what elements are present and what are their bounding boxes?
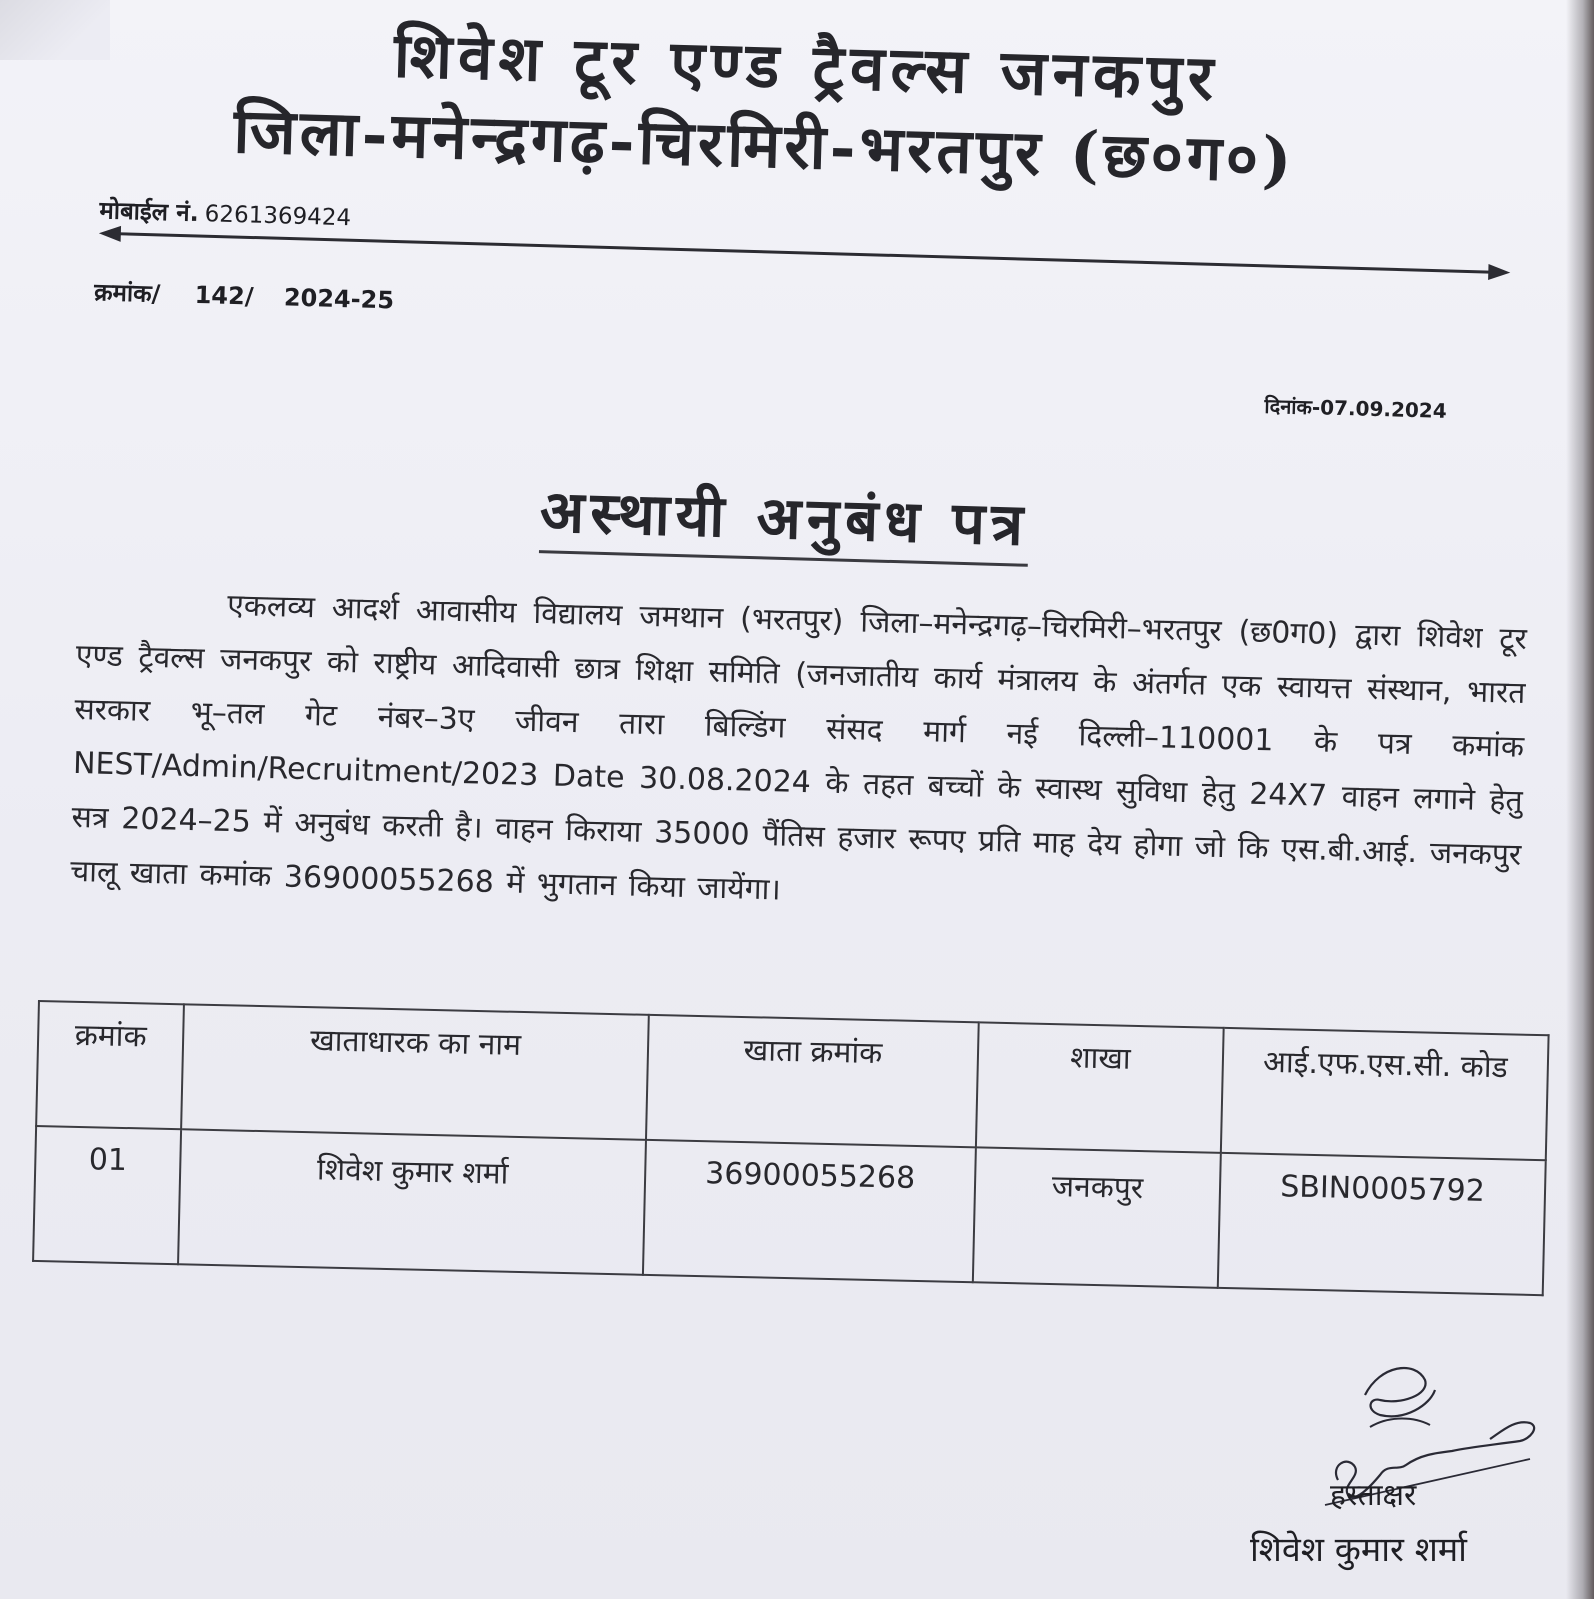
arrow-left-icon	[99, 225, 121, 242]
rule-line	[111, 234, 1498, 273]
header-ifsc: आई.एफ.एस.सी. कोड	[1221, 1028, 1549, 1160]
ref-year: 2024-25	[283, 283, 395, 315]
initials-stroke	[1365, 1368, 1435, 1416]
header-serial: क्रमांक	[36, 1001, 184, 1129]
account-table	[32, 1000, 1550, 1296]
header-account-number: खाता क्रमांक	[646, 1015, 979, 1147]
header-branch: शाखा	[976, 1022, 1224, 1153]
letterhead	[0, 0, 1594, 495]
ref-label: क्रमांक/	[93, 278, 161, 308]
signature-block	[1230, 1355, 1550, 1585]
signatory-name: शिवेश कुमार शर्मा	[1250, 1530, 1467, 1570]
cell-ifsc: SBIN0005792	[1218, 1153, 1546, 1295]
contract-paragraph: एकलव्य आदर्श आवासीय विद्यालय जमथान (भरतपुर) जिला–मनेन्द्रगढ़–चिरमिरी–भरतपुर (छ0ग0) द्वारा शिवेश टूर एण्ड ट्रैवल्स जनकपुर को राष्ट्रीय आदिवासी छात्र शिक्षा समिति (जनजातीय कार्य मंत्रालय के अंतर्गत एक स्वायत्त संस्थान, भारत सरकार भू–तल गेट नंबर–3ए जीवन तारा बिल्डिंग संसद मार्ग नई दिल्ली–110001 के पत्र कमांक NEST/Admin/Recruitment/2023 Date 30.08.2024 के तहत बच्चों के स्वास्थ सुविधा हेतु 24X7 वाहन लगाने हेतु सत्र 2024–25 में अनुबंध करती है। वाहन किराया 35000 पैंतिस हजार रूपए प्रति माह देय होगा जो कि एस.बी.आई. जनकपुर चालू खाता कमांक 36900055268 में भुगतान किया जायेंगा।	[69, 587, 1528, 908]
initials-underline	[1370, 1419, 1430, 1428]
signature-label: हस्ताक्षर	[1330, 1478, 1417, 1513]
cell-account-number: 36900055268	[643, 1140, 976, 1282]
firm-name: शिवेश टूर एण्ड ट्रैवल्स जनकपुर	[392, 18, 1221, 115]
date-value: 07.09.2024	[1319, 395, 1448, 423]
ref-number: 142/	[194, 280, 254, 311]
mobile-number: 6261369424	[204, 201, 352, 232]
firm-address: जिला-मनेन्द्रगढ़-चिरमिरी-भरतपुर (छ०ग०)	[232, 93, 1297, 197]
cell-branch: जनकपुर	[973, 1147, 1221, 1288]
header-account-holder: खाताधारक का नाम	[181, 1004, 649, 1140]
date-line	[1264, 392, 1447, 424]
cell-account-holder: शिवेश कुमार शर्मा	[178, 1129, 646, 1275]
account-table-wrap	[32, 1000, 1548, 1296]
mobile-label: मोबाईल नं.	[99, 196, 200, 228]
date-label: दिनांक-	[1264, 393, 1321, 420]
cell-serial: 01	[33, 1126, 181, 1264]
document-title: अस्थायी अनुबंध पत्र	[539, 469, 1030, 567]
letter-body	[70, 575, 1528, 937]
arrow-right-icon	[1488, 264, 1510, 281]
